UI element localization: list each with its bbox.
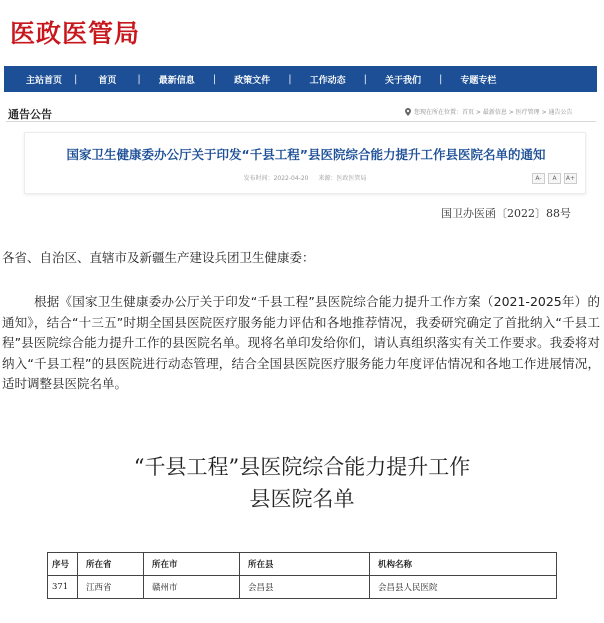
table-cell: 会昌县 [240,576,370,599]
table-cell: 371 [48,576,78,599]
font-reset-button[interactable]: A [548,173,561,184]
table-cell: 赣州市 [144,576,240,599]
greeting: 各省、自治区、直辖市及新疆生产建设兵团卫生健康委： [2,250,315,265]
section-title: 通告公告 [8,108,52,121]
nav-item-home[interactable]: 首页 [98,75,117,86]
table-header-cell: 序号 [48,553,78,576]
font-size-tools [532,173,577,184]
notice-title: 国家卫生健康委办公厅关于印发“千县工程”县医院综合能力提升工作县医院名单的通知 [66,147,546,162]
site-logo[interactable]: 医政医管局 [10,19,141,48]
table-header-cell: 所在省 [78,553,144,576]
breadcrumb [405,107,573,116]
breadcrumb-text[interactable]: 您现在所在位置：首页 > 最新信息 > 医疗管理 > 通告公告 [414,109,573,116]
nav-separator: | [288,73,292,85]
table-cell: 江西省 [78,576,144,599]
table-header-cell: 所在市 [144,553,240,576]
nav-item-latest[interactable]: 最新信息 [158,75,195,86]
nav-item-policy[interactable]: 政策文件 [234,75,271,86]
source: 来源：医政医管局 [318,175,367,182]
nav-item-topics[interactable]: 专题专栏 [460,75,497,86]
nav-separator: | [74,73,78,85]
list-title-line1: “千县工程”县医院综合能力提升工作 [133,455,471,479]
table-header-cell: 机构名称 [370,553,557,576]
list-title [0,451,604,515]
table-header-cell: 所在县 [240,553,370,576]
notice-meta [25,173,585,182]
font-increase-button[interactable]: A+ [565,175,576,182]
main-nav [4,66,597,92]
nav-item-work-news[interactable]: 工作动态 [309,75,346,86]
nav-separator: | [137,73,141,85]
nav-item-about[interactable]: 关于我们 [384,75,421,86]
document-number: 国卫办医函〔2022〕88号 [441,207,571,220]
table-cell: 会昌县人民医院 [370,576,557,599]
nav-separator: | [212,73,217,85]
table-header-row [48,553,557,576]
section-divider [6,121,596,122]
map-pin-icon [405,108,411,116]
body-paragraph: 根据《国家卫生健康委办公厅关于印发“千县工程”县医院综合能力提升工作方案（2021-2025年）的通知》，结合“十三五”时期全国县医院医疗服务能力评估和各地推荐情况，我委研究确定了首批纳入“千县工程”县医院综合能力提升工作的县医院名单。现将名单印发给你们，请认真组织落实有关工作要求。我委将对纳入“千县工程”的县医院进行动态管理，结合全国县医院医疗服务能力年度评估情况和各地工作进展情况，适时调整县医院名单。 [2,294,600,391]
hospital-table [47,552,557,599]
table-row [48,576,557,599]
list-title-line2: 县医院名单 [249,487,355,511]
publish-date: 发布时间：2022-04-20 [243,175,309,182]
font-decrease-button[interactable]: A- [532,173,545,184]
nav-separator: | [363,73,367,85]
notice-header-card [24,132,586,194]
nav-item-main-home[interactable]: 主站首页 [26,75,63,86]
nav-separator: | [438,73,443,85]
